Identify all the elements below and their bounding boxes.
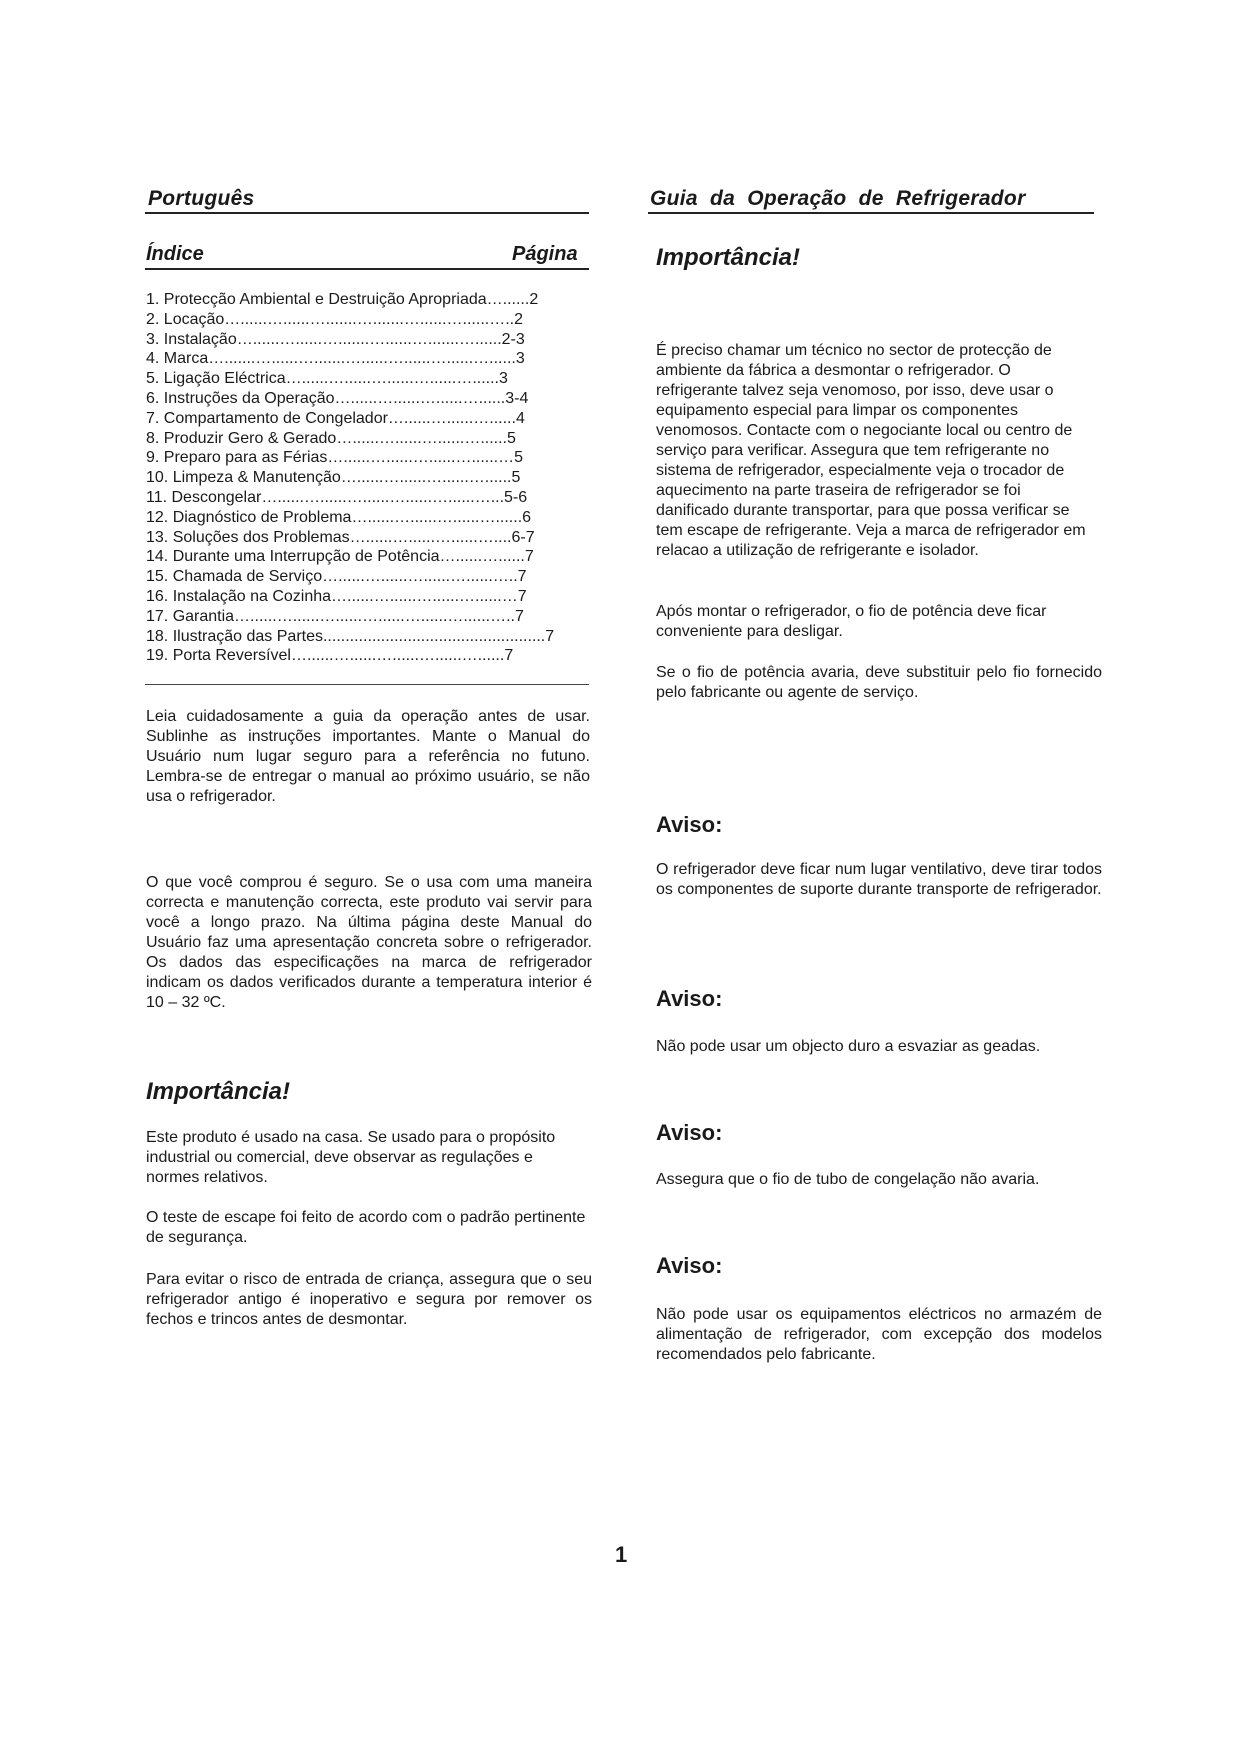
toc-item: 10. Limpeza & Manutenção…......…......…......…......5 (146, 469, 521, 487)
warning-heading: Aviso: (656, 1253, 723, 1278)
toc-item: 16. Instalação na Cozinha…......…......…......…......…7 (146, 587, 527, 605)
toc-item: 11. Descongelar…......…......…......…......…......…...5-6 (146, 488, 528, 506)
toc-item: 9. Preparo para as Férias…......…......…......…......…5 (146, 449, 524, 467)
toc-item: 6. Instruções da Operação…......…......…......…......3-4 (146, 389, 529, 407)
right-header-rule (648, 212, 1094, 214)
toc-heading-rule (145, 268, 589, 270)
toc-page-heading: Página (512, 243, 578, 265)
left-importance-paragraph-1: Este produto é usado na casa. Se usado para o propósito industrial ou comercial, deve observar as regulações e normes relativos. (146, 1129, 556, 1186)
toc-item: 13. Soluções dos Problemas…......…......…......…....6-7 (146, 528, 535, 546)
toc-end-rule (145, 684, 589, 685)
left-header-title: Português (148, 187, 255, 210)
toc-item: 14. Durante uma Interrupção de Potência…......…......7 (146, 548, 534, 566)
toc-item: 5. Ligação Eléctrica…......…......…......…......…......3 (146, 370, 508, 388)
safety-paragraph: O que você comprou é seguro. Se o usa com uma maneira correcta e manutenção correcta, este produto vai servir para você a longo prazo. Na última página deste Manual do Usuário faz uma apresentação concreta sobre o refrigerador. Os dados das especificações na marca de refrigerador indicam os dados verificados durante a temperatura interior é 10 – 32 ºC. (146, 874, 592, 1011)
right-importance-paragraph-1: É preciso chamar um técnico no sector de protecção de ambiente da fábrica a desmontar o refrigerador. O refrigerante talvez seja venomoso, por isso, deve usar o equipamento especial para limpar os componentes venomosos. Contacte com o negociante local ou centro de serviço para verificar. Assegura que tem refrigerante no sistema de refrigerador, especialmente veja o trocador de aquecimento na parte traseira de refrigerador se foi danificado durante transportar, para que possa verificar se tem escape de refrigerante. Veja a marca de refrigerador em relacao a utilização de refrigerante e isolador. (656, 342, 1086, 559)
left-importance-paragraph-2: O teste de escape foi feito de acordo com o padrão pertinente de segurança. (146, 1209, 586, 1246)
toc-item: 8. Produzir Gero & Gerado…......…......…......…......5 (146, 429, 516, 447)
toc-item: 3. Instalação…......…......….......…......….......…......2-3 (146, 330, 525, 348)
toc-item: 18. Ilustração das Partes..................................................7 (146, 627, 555, 645)
right-importance-heading: Importância! (656, 244, 801, 271)
toc-heading: Índice (146, 243, 204, 265)
toc-item: 15. Chamada de Serviço…......…......…......…......…..7 (146, 568, 527, 586)
toc-item: 19. Porta Reversível…......…......…......…......…......7 (146, 647, 514, 665)
toc-item: 4. Marca….......…......….......…......…......…......…......3 (146, 350, 525, 368)
left-header-rule (145, 212, 589, 214)
right-header-title: Guia da Operação de Refrigerador (650, 187, 1026, 210)
toc-item: 7. Compartamento de Congelador…......…......…......4 (146, 409, 525, 427)
page-number: 1 (615, 1542, 628, 1567)
left-importance-paragraph-3: Para evitar o risco de entrada de criança, assegura que o seu refrigerador antigo é inoperativo e segura por remover os fechos e trincos antes de desmontar. (146, 1271, 592, 1328)
right-importance-paragraph-2: Após montar o refrigerador, o fio de potência deve ficar conveniente para desligar. (656, 603, 1047, 640)
warning-text: Não pode usar um objecto duro a esvaziar as geadas. (656, 1038, 1041, 1055)
warning-heading: Aviso: (656, 986, 723, 1011)
toc-item: 1. Protecção Ambiental e Destruição Apropriada…......2 (146, 291, 539, 308)
right-importance-paragraph-3: Se o fio de potência avaria, deve substituir pelo fio fornecido pelo fabricante ou agente de serviço. (656, 664, 1102, 701)
warning-heading: Aviso: (656, 812, 723, 837)
toc-item: 17. Garantia…......…......…......…......…......…......…..7 (146, 607, 524, 625)
table-of-contents (146, 290, 626, 666)
toc-item: 12. Diagnóstico de Problema…......…......…......…......6 (146, 508, 532, 526)
warning-heading: Aviso: (656, 1120, 723, 1145)
warning-text: Não pode usar os equipamentos eléctricos no armazém de alimentação de refrigerador, com excepção dos modelos recomendados pelo fabricante. (656, 1306, 1102, 1363)
warning-text: O refrigerador deve ficar num lugar ventilativo, deve tirar todos os componentes de suporte durante transporte de refrigerador. (656, 861, 1102, 898)
toc-item: 2. Locação…......…......….......….......…......…......…..2 (146, 310, 523, 328)
intro-paragraph: Leia cuidadosamente a guia da operação antes de usar. Sublinhe as instruções importantes. Mante o Manual do Usuário num lugar seguro para a referência no futuno. Lembra-se de entregar o manual ao próximo usuário, se não usa o refrigerador. (146, 708, 590, 805)
warning-text: Assegura que o fio de tubo de congelação não avaria. (656, 1171, 1040, 1188)
left-importance-heading: Importância! (146, 1078, 291, 1105)
